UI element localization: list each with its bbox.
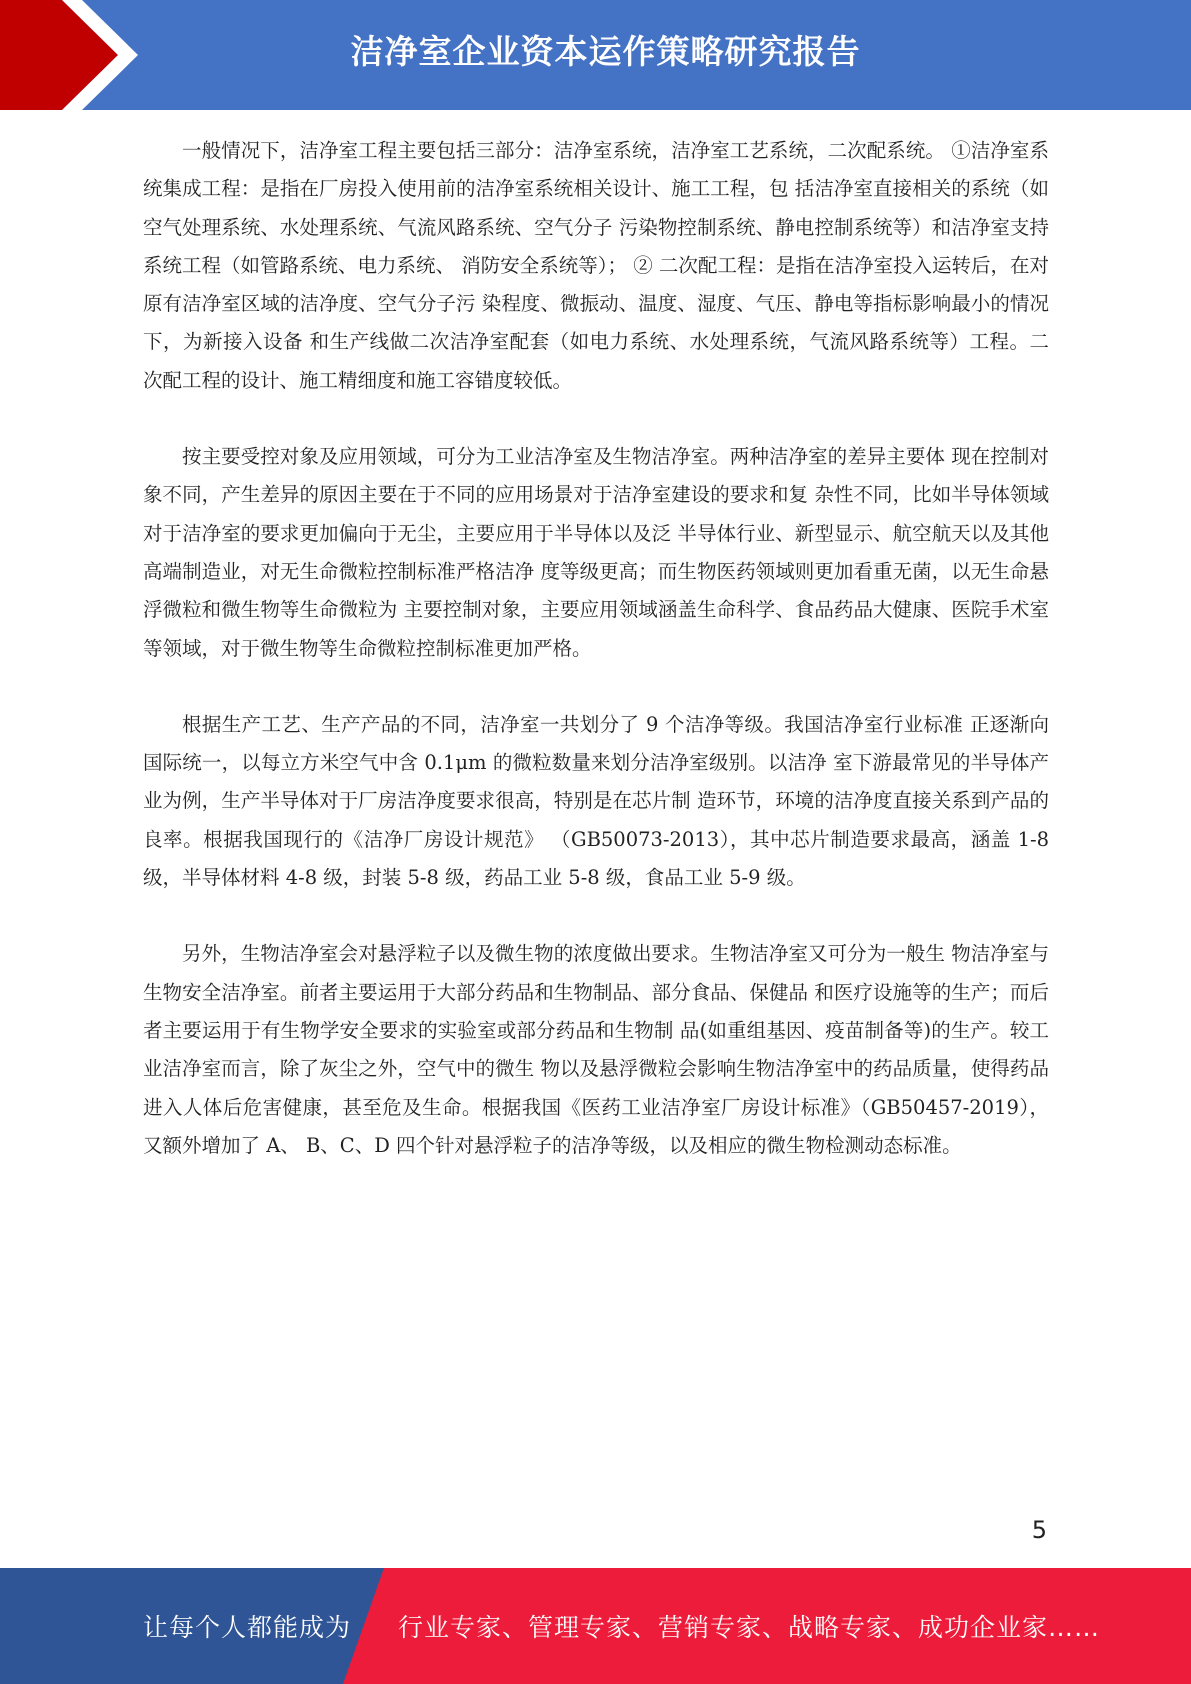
paragraph-bio-cleanroom: 另外，生物洁净室会对悬浮粒子以及微生物的浓度做出要求。生物洁净室又可分为一般生 物洁净室与生物安全洁净室。前者主要运用于大部分药品和生物制品、部分食品、保健品 和医疗设施等的生产；而后者主要运用于有生物学安全要求的实验室或部分药品和生物制 品(如重组基因、疫苗制备等)的生产。较工业洁净室而言，除了灰尘之外，空气中的微生 物以及悬浮微粒会影响生物洁净室中的药品质量，使得药品进入人体后危害健康，甚至危及生命。根据我国《医药工业洁净室厂房设计标准》（GB50457-2019），又额外增加了 A、 B、C、D 四个针对悬浮粒子的洁净等级，以及相应的微生物检测动态标准。 — [143, 942, 1049, 1157]
page-footer — [0, 1568, 1191, 1684]
report-title: 洁净室企业资本运作策略研究报告 — [350, 32, 861, 71]
paragraph-cleanroom-engineering: 一般情况下，洁净室工程主要包括三部分：洁净室系统，洁净室工艺系统，二次配系统。 ①洁净室系统集成工程：是指在厂房投入使用前的洁净室系统相关设计、施工工程，包 括洁净室直接相关的系统（如空气处理系统、水处理系统、气流风路系统、空气分子 污染物控制系统、静电控制系统等）和洁净室支持系统工程（如管路系统、电力系统、 消防安全系统等）； ② 二次配工程：是指在洁净室投入运转后，在对原有洁净室区域的洁净度、空气分子污 染程度、微振动、温度、湿度、气压、静电等指标影响最小的情况下，为新接入设备 和生产线做二次洁净室配套（如电力系统、水处理系统，气流风路系统等）工程。二 次配工程的设计、施工精细度和施工容错度较低。 — [143, 139, 1049, 392]
paragraph-cleanroom-grades: 根据生产工艺、生产产品的不同，洁净室一共划分了 9 个洁净等级。我国洁净室行业标准 正逐渐向国际统一，以每立方米空气中含 0.1μm 的微粒数量来划分洁净室级别。以洁净 室下游最常见的半导体产业为例，生产半导体对于厂房洁净度要求很高，特别是在芯片制 造环节，环境的洁净度直接关系到产品的良率。根据我国现行的《洁净厂房设计规范》 （GB50073-2013），其中芯片制造要求最高，涵盖 1-8 级，半导体材料 4-8 级，封装 5-8 级，药品工业 5-8 级，食品工业 5-9 级。 — [143, 712, 1049, 890]
footer-slogan-lead: 让每个人都能成为 — [143, 1613, 352, 1642]
footer-slogan-roles: 行业专家、管理专家、营销专家、战略专家、成功企业家…… — [398, 1613, 1101, 1642]
page-header — [0, 0, 1191, 110]
page-number: 5 — [1031, 1516, 1047, 1544]
paragraph-cleanroom-classification: 按主要受控对象及应用领域，可分为工业洁净室及生物洁净室。两种洁净室的差异主要体 现在控制对象不同，产生差异的原因主要在于不同的应用场景对于洁净室建设的要求和复 杂性不同，比如半导体领域对于洁净室的要求更加偏向于无尘，主要应用于半导体以及泛 半导体行业、新型显示、航空航天以及其他高端制造业，对无生命微粒控制标准严格洁净 度等级更高；而生物医药领域则更加看重无菌，以无生命悬浮微粒和微生物等生命微粒为 主要控制对象，主要应用领域涵盖生命科学、食品药品大健康、医院手术室等领域，对于微生物等生命微粒控制标准更加严格。 — [143, 445, 1049, 660]
main-content — [143, 132, 1049, 1203]
